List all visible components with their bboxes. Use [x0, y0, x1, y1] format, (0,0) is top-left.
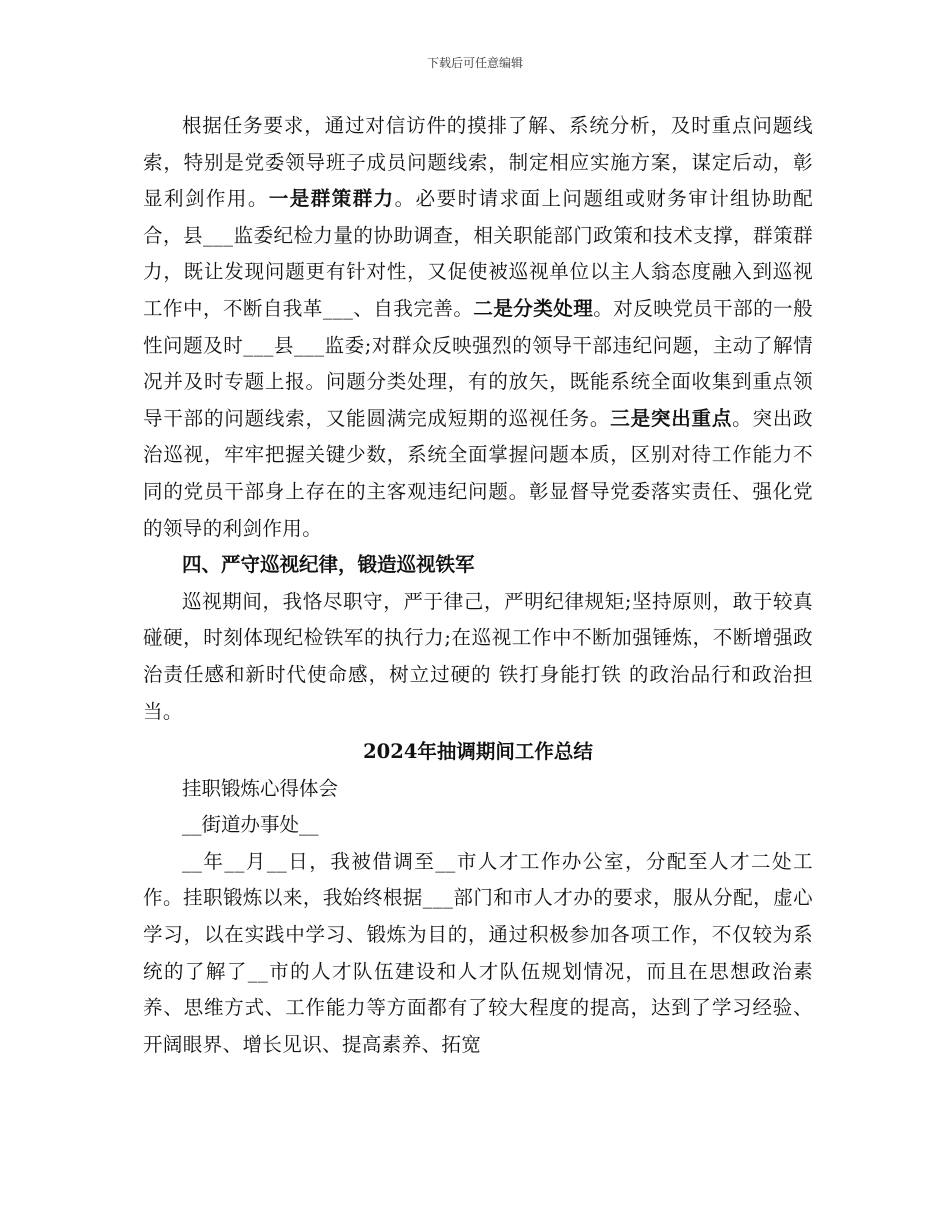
bold-point-one: 一是群策群力	[268, 187, 395, 211]
bold-point-two: 二是分类处理	[473, 296, 594, 320]
subtitle: 挂职锻炼心得体会	[182, 776, 339, 800]
text-run: 。必要时请求面上问题组或财务审计组协助配合，县___监委纪检力量的协助调查，相关职能部门政策和技术支撑，群策群力，既让发现问题更有针对性，又促使被巡视单位以主人翁态度融入到巡视工作中，不断自我革___、自我完善。	[143, 187, 813, 320]
paragraph-work-methods	[143, 108, 813, 547]
section-heading-discipline: 四、严守巡视纪律，锻造巡视铁军	[182, 553, 475, 577]
paragraph-discipline: 巡视期间，我恪尽职守，严于律己，严明纪律规矩;坚持原则，敢于较真碰硬，时刻体现纪检铁军的执行力;在巡视工作中不断加强锤炼，不断增强政治责任感和新时代使命感，树立过硬的 铁打身能打铁 的政治品行和政治担当。	[143, 589, 813, 723]
document-body	[143, 108, 813, 1063]
unit-name: __街道办事处__	[182, 813, 319, 837]
paragraph-secondment: __年__月__日，我被借调至__市人才工作办公室，分配至人才二处工作。挂职锻炼以来，我始终根据___部门和市人才办的要求，服从分配，虚心学习，以在实践中学习、锻炼为目的，通过积极参加各项工作，不仅较为系统的了解了__市的人才队伍建设和人才队伍规划情况，而且在思想政治素养、思维方式、工作能力等方面都有了较大程度的提高，达到了学习经验、开阔眼界、增长见识、提高素养、拓宽	[143, 849, 813, 1056]
page-header: 下载后可任意编辑	[426, 56, 523, 70]
bold-point-three: 三是突出重点	[610, 406, 733, 430]
document-title: 2024年抽调期间工作总结	[363, 740, 593, 764]
text-run: 根据任务要求，通过对信访件的摸排了解、系统分析，及时重点问题线索，特别是党委领导班子成员问题线索，制定相应实施方案，谋定后动，彰显利剑作用。	[143, 114, 813, 211]
text-run: 。对反映党员干部的一般性问题及时___县___监委;对群众反映强烈的领导干部违纪问题，主动了解情况并及时专题上报。问题分类处理，有的放矢，既能系统全面收集到重点领导干部的问题线索，又能圆满完成短期的巡视任务。	[143, 296, 814, 430]
text-run: 。突出政治巡视，牢牢把握关键少数，系统全面掌握问题本质，区别对待工作能力不同的党员干部身上存在的主客观违纪问题。彰显督导党委落实责任、强化党的领导的利剑作用。	[143, 406, 813, 540]
